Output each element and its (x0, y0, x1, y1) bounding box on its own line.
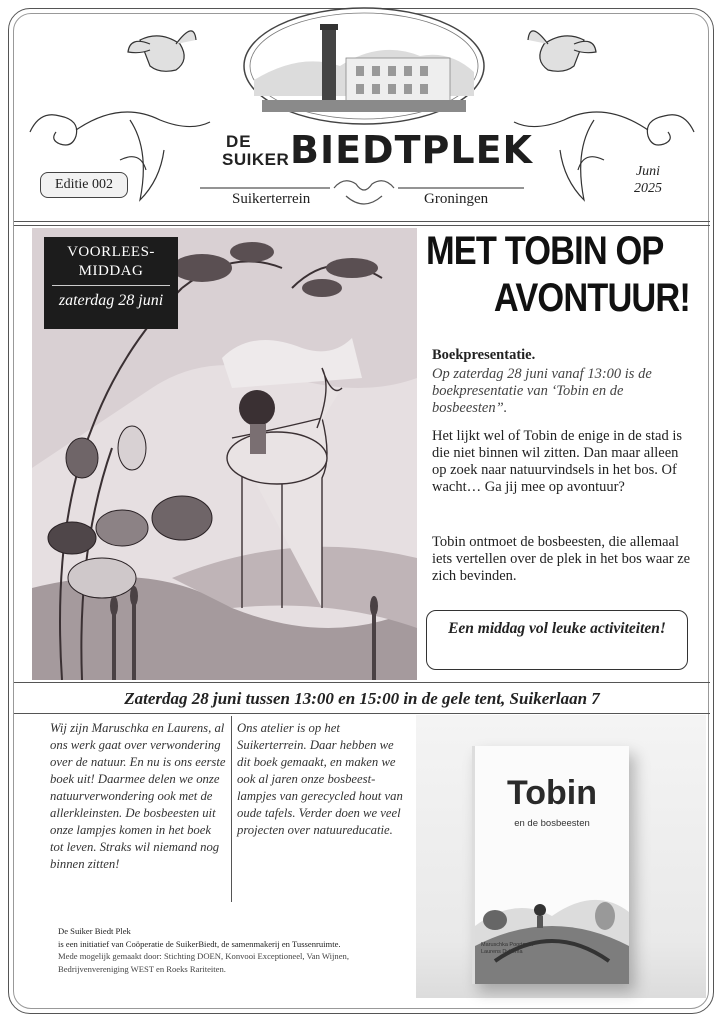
bird-right-icon (528, 31, 596, 71)
location-right: Groningen (424, 191, 489, 207)
factory-oval-illustration (244, 8, 484, 124)
body-middle-column: Ons atelier is op het Suikerterrein. Daar hebben we dit boek gemaakt, en maken we ook al jaren onze bosbeest-lampjes van gerecycled hout van oude tafels. Verder doen we veel projecten over natuureducatie. (237, 721, 403, 837)
brand-title: BIEDTPLEK (290, 128, 533, 172)
issue-year: 2025 (634, 181, 662, 196)
article-paragraph-2: Tobin ontmoet de bosbeesten, die allemaal iets vertellen over de plek in het bos waar ze zich bevinden. (432, 534, 691, 584)
headline-line2: AVONTUUR! (493, 276, 690, 320)
footer-line3: Mede mogelijk gemaakt door: Stichting DOEN, Konvooi Exceptioneel, Van Wijnen, (58, 951, 349, 961)
book-cover-illustration (475, 866, 629, 984)
issue-date (628, 163, 668, 197)
article-paragraph-1: Het lijkt wel of Tobin de enige in de stad is die niet binnen wil zitten. Dan maar alleen op zoek naar natuurvindsels in het bos. Of wacht… Ga jij mee op avontuur? (432, 428, 683, 495)
book-author-1: Maruschka Poortman (481, 942, 534, 948)
location-left: Suikerterrein (232, 191, 311, 207)
headline-line1: MET TOBIN OP (426, 229, 664, 273)
body-left-column: Wij zijn Maruschka en Laurens, al ons werk gaat over verwondering over de natuur. En nu is ons eerste boek uit! Daarmee delen we onze natuurverwondering ook met de allerkleinsten. De bosbeesten uit onze lampjes komen in het boek tot leven. Straks wil niemand nog binnen zitten! (50, 721, 226, 871)
badge-line1: VOORLEES- (67, 244, 155, 260)
brand-de: DE (226, 132, 252, 151)
event-line: Zaterdag 28 juni tussen 13:00 en 15:00 in de gele tent, Suikerlaan 7 (124, 689, 600, 708)
edition-badge: Editie 002 (40, 172, 128, 198)
footer-credits (58, 925, 408, 975)
badge-separator (52, 285, 170, 286)
article-subhead: Boekpresentatie. (432, 347, 536, 363)
badge-title (44, 237, 178, 281)
masthead-divider (14, 221, 710, 222)
footer-line4: Bedrijvenvereniging WEST en Roeks Rariteiten. (58, 963, 226, 974)
reading-badge (44, 237, 178, 329)
footer-line1: De Suiker Biedt Plek (58, 926, 131, 936)
footer-line2: is een initiatief van Coöperatie de SuikerBiedt, de samenmakerij en Tussenruimte. (58, 938, 341, 949)
event-divider-bottom (14, 713, 710, 714)
badge-line2: MIDDAG (78, 263, 144, 279)
issue-month: Juni (635, 164, 661, 179)
badge-date: zaterdag 28 juni (58, 292, 164, 309)
brand-suiker: SUIKER (222, 150, 290, 169)
book-authors (481, 942, 533, 956)
article-intro: Op zaterdag 28 juni vanaf 13:00 is de boekpresentatie van ‘Tobin en de bosbeesten”. (432, 366, 652, 416)
book-cover (472, 746, 629, 984)
book-subtitle: en de bosbeesten (514, 818, 590, 829)
event-divider-top (14, 682, 710, 683)
activities-callout: Een middag vol leuke activiteiten! (426, 610, 688, 670)
bird-left-icon (128, 31, 196, 71)
column-divider (231, 716, 232, 902)
masthead-divider-thin (14, 225, 710, 226)
book-author-2: Laurens Dykema (481, 949, 523, 955)
book-title: Tobin (507, 774, 597, 812)
headline (426, 228, 690, 322)
